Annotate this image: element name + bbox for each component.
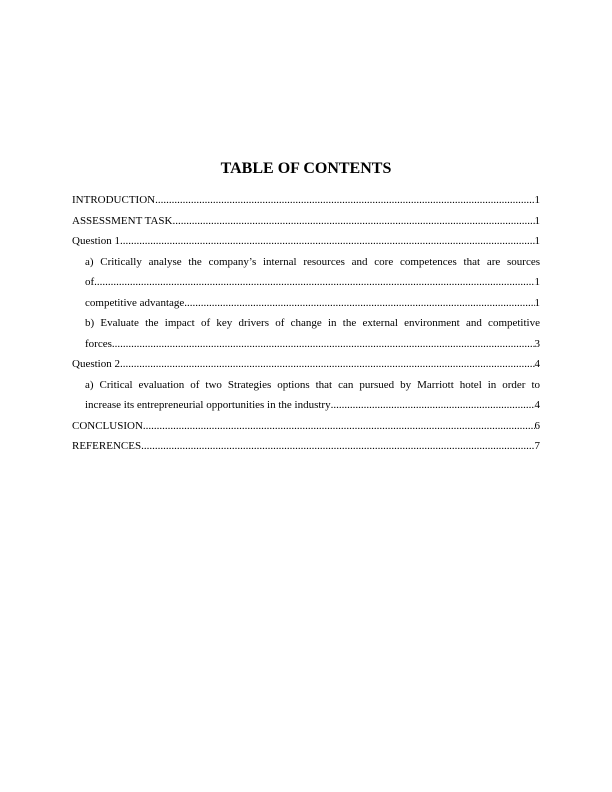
toc-leader-dots xyxy=(143,418,535,434)
toc-entry-assessment-task[interactable] xyxy=(72,213,540,229)
toc-entry-q1a[interactable] xyxy=(72,274,540,290)
toc-entry-conclusion[interactable] xyxy=(72,418,540,434)
table-of-contents xyxy=(72,192,540,459)
toc-title: TABLE OF CONTENTS xyxy=(220,160,392,177)
toc-entry-label: increase its entrepreneurial opportunities in the industry xyxy=(85,399,331,411)
toc-page-number: 1 xyxy=(534,194,540,206)
toc-entry-label: Question 2 xyxy=(72,358,120,370)
toc-entry-q1a-line1[interactable]: a) Critically analyse the company’s internal resources and core competences that are sources xyxy=(85,255,540,268)
toc-entry-label: ASSESSMENT TASK xyxy=(72,214,173,227)
toc-entry-label: of xyxy=(85,276,95,288)
toc-entry-label: forces xyxy=(85,337,112,350)
toc-entry-q1b-line1[interactable]: b) Evaluate the impact of key drivers of change in the external environment and competitive xyxy=(85,317,540,329)
toc-leader-dots xyxy=(120,356,535,372)
toc-page-number: 6 xyxy=(534,419,540,432)
toc-page-number: 1 xyxy=(534,214,540,227)
toc-entry-label: Question 1 xyxy=(72,235,120,247)
toc-page-number: 4 xyxy=(534,358,540,370)
toc-leader-dots xyxy=(94,274,534,290)
toc-entry-references[interactable] xyxy=(72,438,540,454)
toc-entry-introduction[interactable] xyxy=(72,192,540,208)
toc-entry-label: INTRODUCTION xyxy=(72,194,156,206)
toc-leader-dots xyxy=(184,295,534,311)
toc-entry-q2a[interactable] xyxy=(72,397,540,413)
toc-leader-dots xyxy=(331,397,535,413)
toc-entry-q1b[interactable] xyxy=(72,336,540,352)
toc-entry-competitive-advantage[interactable] xyxy=(72,295,540,311)
toc-entry-label: REFERENCES xyxy=(72,440,142,452)
toc-page-number: 4 xyxy=(534,399,540,411)
toc-leader-dots xyxy=(120,233,535,249)
toc-leader-dots xyxy=(141,438,534,454)
toc-page-number: 7 xyxy=(534,440,540,452)
toc-entry-question-1[interactable] xyxy=(72,233,540,249)
toc-leader-dots xyxy=(112,336,535,352)
toc-page-number: 3 xyxy=(534,337,540,350)
toc-page-number: 1 xyxy=(534,235,540,247)
toc-entry-question-2[interactable] xyxy=(72,356,540,372)
toc-leader-dots xyxy=(173,213,535,229)
toc-page-number: 1 xyxy=(534,296,540,309)
toc-leader-dots xyxy=(155,192,534,208)
toc-entry-label: competitive advantage xyxy=(85,296,185,309)
toc-entry-label: CONCLUSION xyxy=(72,419,143,432)
toc-page-number: 1 xyxy=(534,276,540,288)
toc-entry-q2a-line1[interactable]: a) Critical evaluation of two Strategies options that can pursued by Marriott hotel in order to xyxy=(85,378,540,391)
